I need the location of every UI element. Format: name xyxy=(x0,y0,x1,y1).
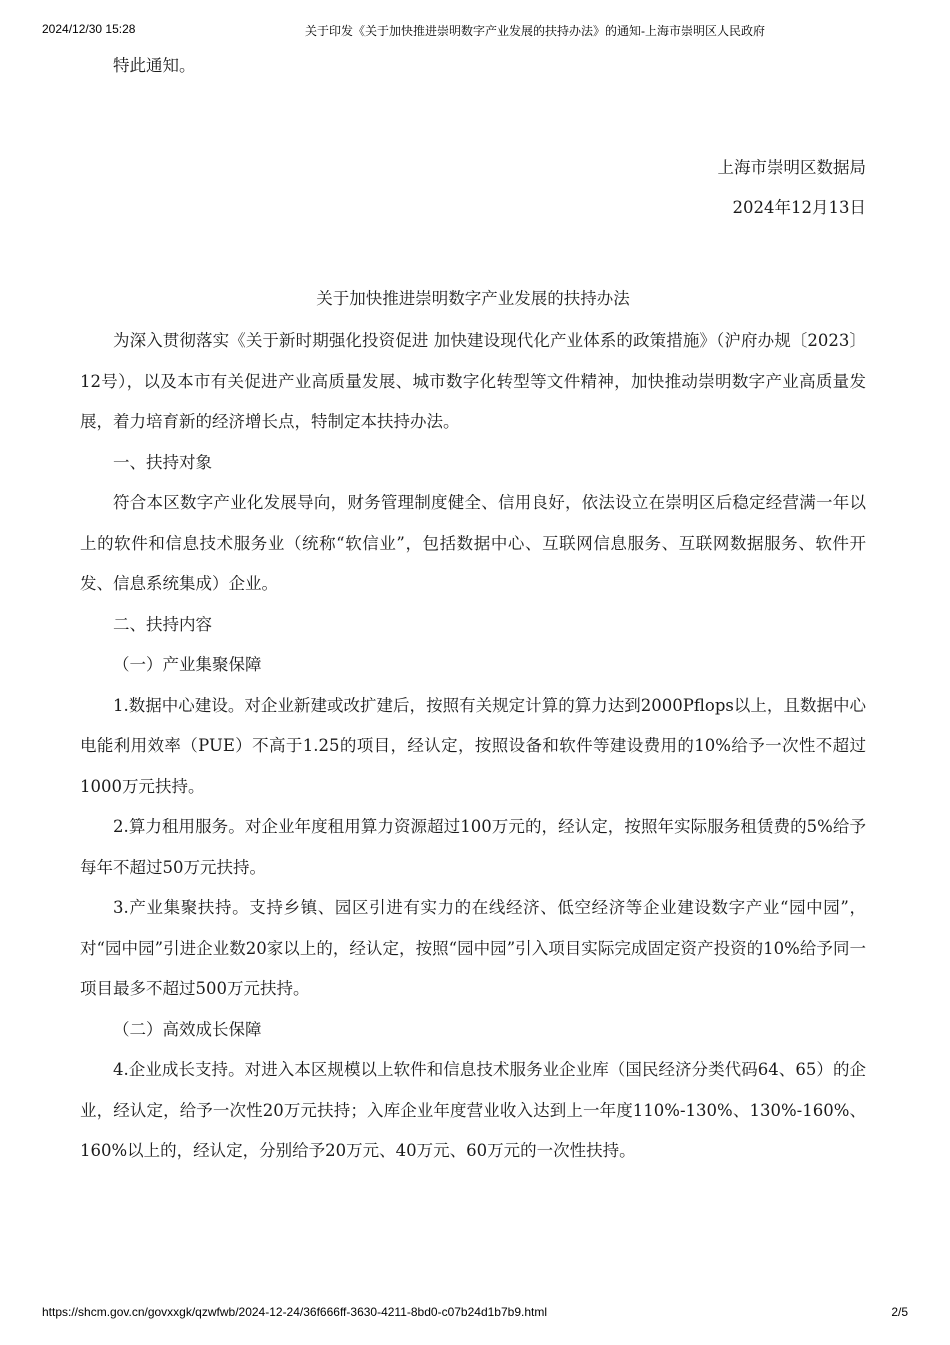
clause-4-enterprise-growth: 4.企业成长支持。对进入本区规模以上软件和信息技术服务业企业库（国民经济分类代码64、65）的企业，经认定，给予一次性20万元扶持；入库企业年度营业收入达到上一年度110%-130%、130%-160%、160%以上的，经认定，分别给予20万元、40万元、60万元的一次性扶持。 xyxy=(80,1060,866,1160)
document-body xyxy=(80,52,866,1172)
preamble-paragraph: 为深入贯彻落实《关于新时期强化投资促进 加快建设现代化产业体系的政策措施》（沪府办规〔2023〕12号），以及本市有关促进产业高质量发展、城市数字化转型等文件精神，加快推动崇明数字产业高质量发展，着力培育新的经济增长点，特制定本扶持办法。 xyxy=(80,331,866,431)
print-url: https://shcm.gov.cn/govxxgk/qzwfwb/2024-12-24/36f666ff-3630-4211-8bd0-c07b24d1b7b9.html xyxy=(42,1305,547,1319)
subsection-heading-growth: （二）高效成长保障 xyxy=(113,1019,262,1039)
issuer-signature: 上海市崇明区数据局 xyxy=(717,157,866,177)
print-page-title: 关于印发《关于加快推进崇明数字产业发展的扶持办法》的通知-上海市崇明区人民政府 xyxy=(305,24,765,38)
support-target-paragraph: 符合本区数字产业化发展导向，财务管理制度健全、信用良好，依法设立在崇明区后稳定经营满一年以上的软件和信息技术服务业（统称“软信业”，包括数据中心、互联网信息服务、互联网数据服务、软件开发、信息系统集成）企业。 xyxy=(80,493,866,593)
article-title: 关于加快推进崇明数字产业发展的扶持办法 xyxy=(316,288,630,308)
notice-closing: 特此通知。 xyxy=(113,56,196,75)
clause-2-compute-rental: 2.算力租用服务。对企业年度租用算力资源超过100万元的，经认定，按照年实际服务租赁费的5%给予每年不超过50万元扶持。 xyxy=(80,817,866,877)
section-heading-support-content: 二、扶持内容 xyxy=(113,614,212,634)
section-heading-support-target: 一、扶持对象 xyxy=(113,452,212,472)
subsection-heading-industry-cluster: （一）产业集聚保障 xyxy=(113,655,262,674)
issue-date: 2024年12月13日 xyxy=(732,198,866,217)
clause-1-data-center: 1.数据中心建设。对企业新建或改扩建后，按照有关规定计算的算力达到2000Pflops以上，且数据中心电能利用效率（PUE）不高于1.25的项目，经认定，按照设备和软件等建设费用的10%给予一次性不超过1000万元扶持。 xyxy=(80,695,866,796)
clause-3-industry-cluster: 3.产业集聚扶持。支持乡镇、园区引进有实力的在线经济、低空经济等企业建设数字产业“园中园”，对“园中园”引进企业数20家以上的，经认定，按照“园中园”引入项目实际完成固定资产投资的10%给予同一项目最多不超过500万元扶持。 xyxy=(80,898,866,998)
print-header xyxy=(0,22,950,40)
print-footer xyxy=(0,1305,950,1323)
page-number: 2/5 xyxy=(891,1305,908,1319)
print-datetime: 2024/12/30 15:28 xyxy=(42,22,136,36)
